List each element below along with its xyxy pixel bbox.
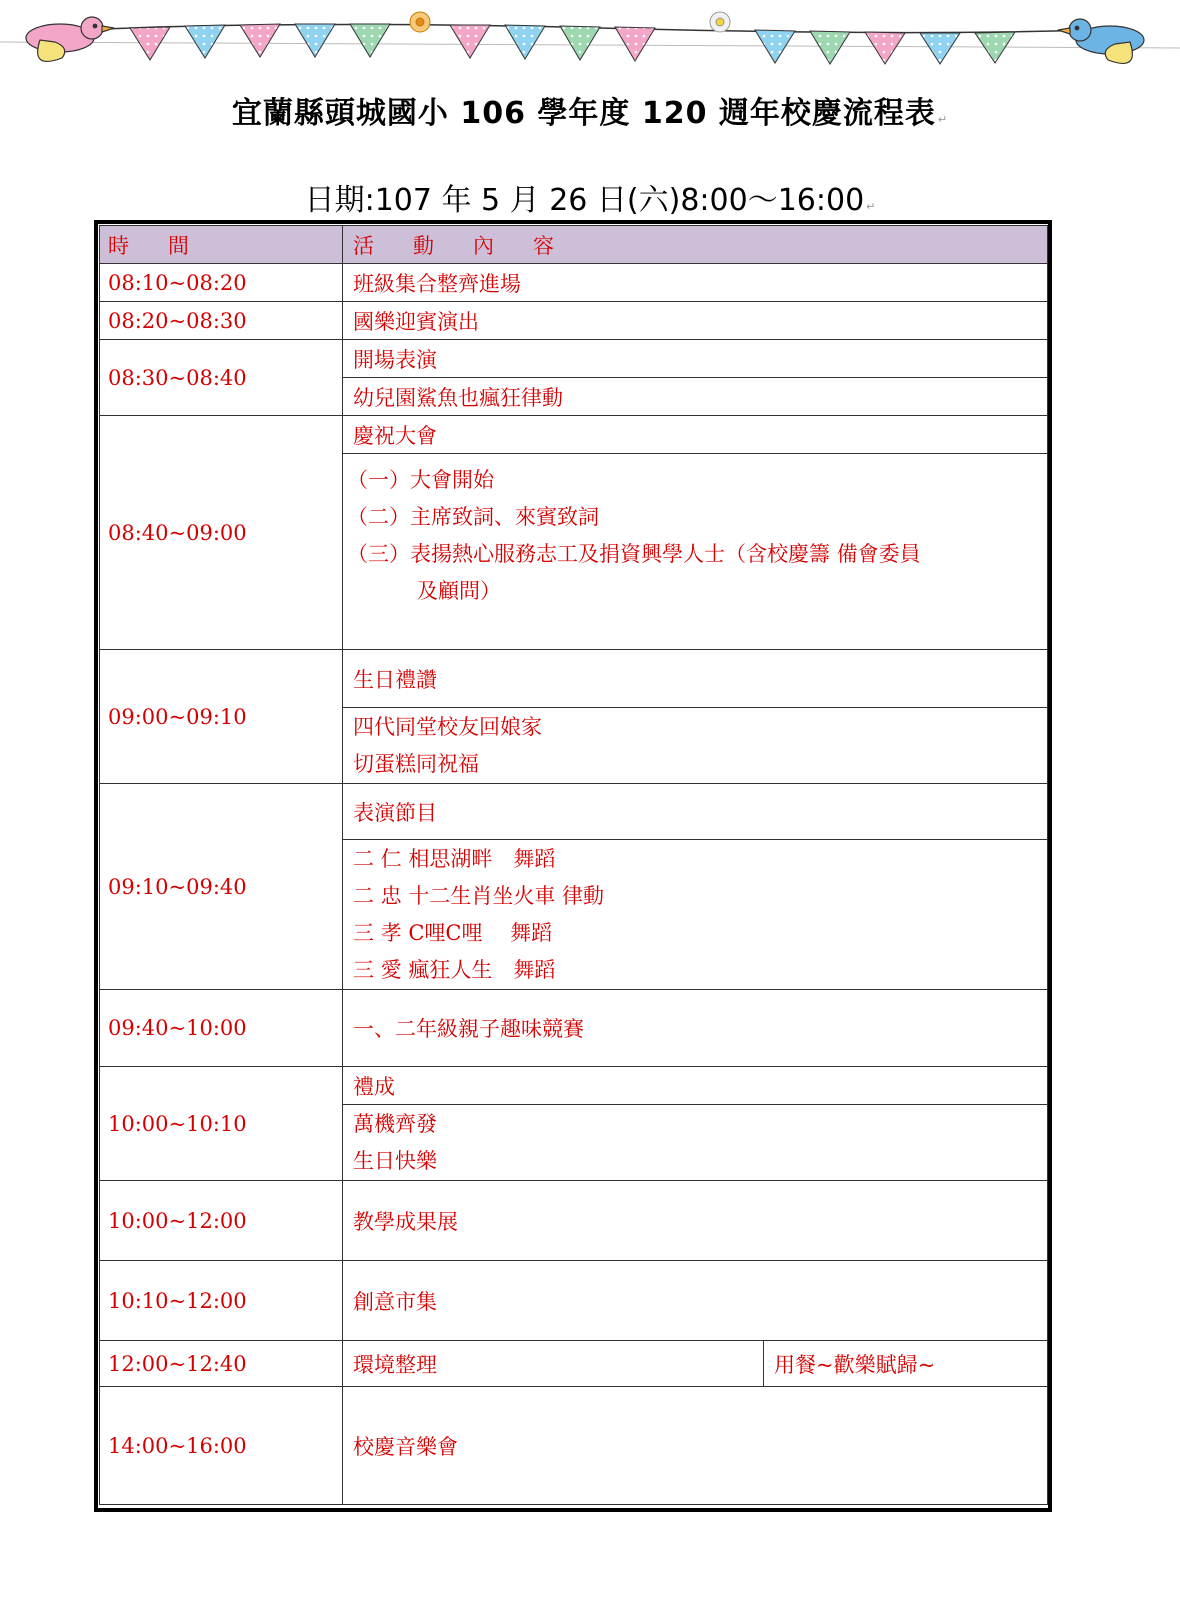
activity-line: （一）大會開始 (347, 468, 494, 492)
activity-cell (343, 840, 1048, 990)
time-cell: 09:40~10:00 (100, 990, 343, 1067)
activity-cell: 一、二年級親子趣味競賽 (343, 990, 1048, 1067)
activity-line: （二）主席致詞、來賓致詞 (347, 505, 599, 529)
activity-cell: 表演節目 (343, 784, 1048, 840)
flower-icon (710, 12, 730, 32)
table-row (100, 1181, 1048, 1261)
time-cell: 12:00~12:40 (100, 1341, 343, 1387)
activity-cell (343, 454, 1048, 650)
flower-icon (410, 12, 430, 32)
activity-cell (343, 708, 1048, 784)
time-cell: 08:30~08:40 (100, 340, 343, 416)
activity-line: 萬機齊發 (353, 1111, 437, 1136)
activity-cell: 禮成 (343, 1067, 1048, 1105)
table-row (100, 1341, 1048, 1387)
schedule-table (99, 225, 1048, 1505)
time-cell: 08:10~08:20 (100, 264, 343, 302)
activity-cell (343, 1105, 1048, 1181)
time-cell: 09:10~09:40 (100, 784, 343, 990)
document-title: 宜蘭縣頭城國小 106 學年度 120 週年校慶流程表 ↵ (231, 96, 949, 131)
activity-cell: 幼兒園鯊魚也瘋狂律動 (343, 378, 1048, 416)
table-row (100, 1067, 1048, 1105)
activity-line: 三 孝 C哩C哩 舞蹈 (353, 920, 553, 945)
activity-cell: 慶祝大會 (343, 416, 1048, 454)
activity-line: （三）表揚熱心服務志工及捐資興學人士（含校慶籌 備會委員 (347, 542, 921, 566)
activity-line: 生日快樂 (353, 1148, 437, 1173)
time-cell: 10:10~12:00 (100, 1261, 343, 1341)
blue-bird-icon (1058, 19, 1144, 63)
bunting-banner (0, 0, 1180, 90)
table-row (100, 416, 1048, 454)
table-row (100, 264, 1048, 302)
table-row (100, 990, 1048, 1067)
time-cell: 08:20~08:30 (100, 302, 343, 340)
activity-cell: 開場表演 (343, 340, 1048, 378)
table-header-row (100, 226, 1048, 264)
table-row (100, 650, 1048, 708)
activity-line: 及顧問） (417, 579, 501, 603)
time-cell: 10:00~10:10 (100, 1067, 343, 1181)
activity-cell: 用餐~歡樂賦歸~ (764, 1341, 1048, 1387)
activity-cell: 國樂迎賓演出 (343, 302, 1048, 340)
paragraph-mark: ↵ (866, 200, 876, 213)
time-cell: 14:00~16:00 (100, 1387, 343, 1505)
activity-line: 切蛋糕同祝福 (353, 751, 479, 776)
activity-line: 二 仁 相思湖畔 舞蹈 (353, 846, 556, 871)
activity-cell: 創意市集 (343, 1261, 1048, 1341)
time-cell: 08:40~09:00 (100, 416, 343, 650)
table-row (100, 340, 1048, 378)
table-row (100, 784, 1048, 840)
pink-bird-icon (26, 17, 114, 61)
table-row (100, 1261, 1048, 1341)
activity-line: 三 愛 瘋狂人生 舞蹈 (353, 957, 556, 982)
time-cell: 10:00~12:00 (100, 1181, 343, 1261)
activity-line: 四代同堂校友回娘家 (353, 714, 542, 739)
time-cell: 09:00~09:10 (100, 650, 343, 784)
activity-line: 二 忠 十二生肖坐火車 律動 (353, 883, 605, 908)
header-time: 時 間 (100, 226, 343, 264)
table-row (100, 1387, 1048, 1505)
activity-cell: 校慶音樂會 (343, 1387, 1048, 1505)
event-date: 日期:107 年 5 月 26 日(六)8:00～16:00 ↵ (304, 183, 876, 218)
activity-cell: 班級集合整齊進場 (343, 264, 1048, 302)
activity-cell: 環境整理 (343, 1341, 764, 1387)
table-row (100, 302, 1048, 340)
activity-cell: 教學成果展 (343, 1181, 1048, 1261)
flag-row (130, 24, 1015, 64)
activity-cell: 生日禮讚 (343, 650, 1048, 708)
header-activity: 活 動 內 容 (343, 226, 1048, 264)
paragraph-mark: ↵ (937, 113, 949, 126)
